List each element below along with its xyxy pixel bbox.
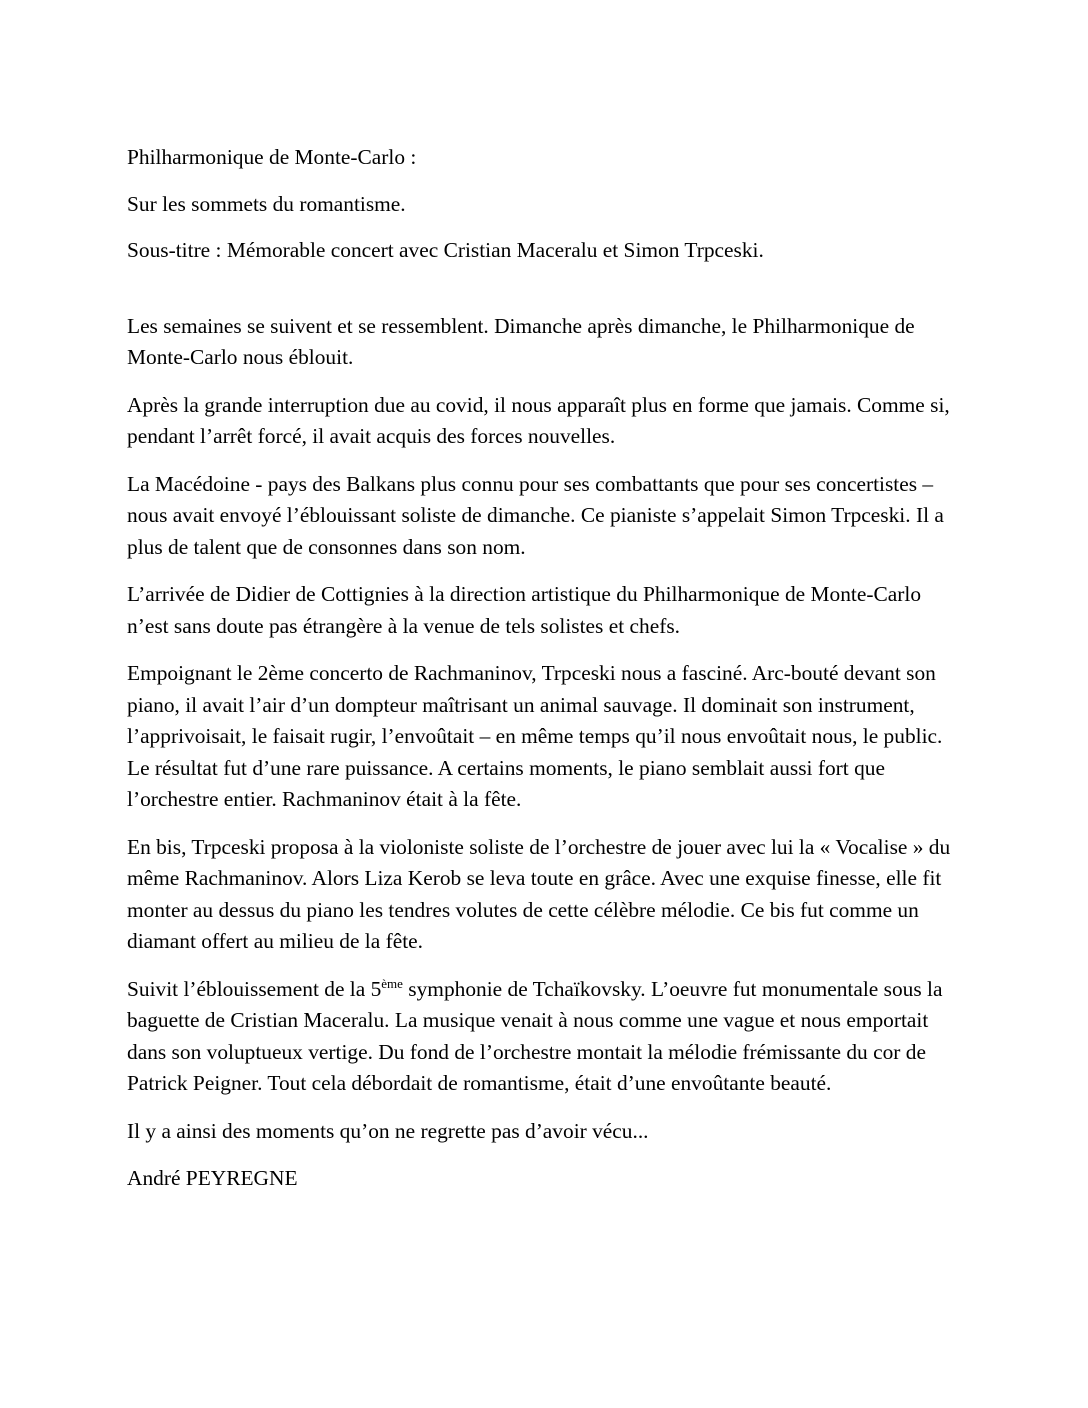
article-body	[127, 311, 957, 1195]
paragraph-7-start: Suivit l’éblouissement de la 5	[127, 976, 382, 1001]
paragraph-7	[127, 974, 957, 1100]
paragraph-2: Après la grande interruption due au covid, il nous apparaît plus en forme que jamais. Comme si, pendant l’arrêt forcé, il avait acquis des forces nouvelles.	[127, 392, 950, 448]
header-line-subtitle: Sous-titre : Mémorable concert avec Cristian Maceralu et Simon Trpceski.	[127, 238, 764, 262]
paragraph-7-end: symphonie de Tchaïkovsky. L’oeuvre fut monumentale sous la baguette de Cristian Maceralu. La musique venait à nous comme une vague et nous emportait dans son voluptueux vertige. Du fond de l’orchestre montait la mélodie frémissante du cor de Patrick Peigner. Tout cela débordait de romantisme, était d’une envoûtante beauté.	[127, 976, 943, 1095]
paragraph-6: En bis, Trpceski proposa à la violoniste soliste de l’orchestre de jouer avec lui la « Vocalise » du même Rachmaninov. Alors Liza Kerob se leva toute en grâce. Avec une exquise finesse, elle fit monter au dessus du piano les tendres volutes de cette célèbre mélodie. Ce bis fut comme un diamant offert au milieu de la fête.	[127, 834, 951, 953]
ordinal-superscript: ème	[381, 975, 403, 991]
paragraph-3: La Macédoine - pays des Balkans plus connu pour ses combattants que pour ses concertistes – nous avait envoyé l’éblouissant soliste de dimanche. Ce pianiste s’appelait Simon Trpceski. Il a plus de talent que de consonnes dans son nom.	[127, 471, 944, 559]
header-line-venue: Philharmonique de Monte-Carlo :	[127, 145, 417, 169]
header-line-title: Sur les sommets du romantisme.	[127, 191, 406, 216]
paragraph-1: Les semaines se suivent et se ressemblent. Dimanche après dimanche, le Philharmonique de Monte-Carlo nous éblouit.	[127, 313, 915, 369]
paragraph-5: Empoignant le 2ème concerto de Rachmaninov, Trpceski nous a fasciné. Arc-bouté devant son piano, il avait l’air d’un dompteur maîtrisant un animal sauvage. Il dominait son instrument, l’apprivoisait, le faisait rugir, l’envoûtait – en même temps qu’il nous envoûtait nous, le public. Le résultat fut d’une rare puissance. A certains moments, le piano semblait aussi fort que l’orchestre entier. Rachmaninov était à la fête.	[127, 661, 943, 811]
document-content	[127, 142, 957, 1211]
paragraph-8: Il y a ainsi des moments qu’on ne regrette pas d’avoir vécu...	[127, 1118, 649, 1143]
article-header	[127, 142, 957, 267]
paragraph-4: L’arrivée de Didier de Cottignies à la direction artistique du Philharmonique de Monte-Carlo n’est sans doute pas étrangère à la venue de tels solistes et chefs.	[127, 582, 922, 638]
author-signature: André PEYREGNE	[127, 1166, 298, 1190]
